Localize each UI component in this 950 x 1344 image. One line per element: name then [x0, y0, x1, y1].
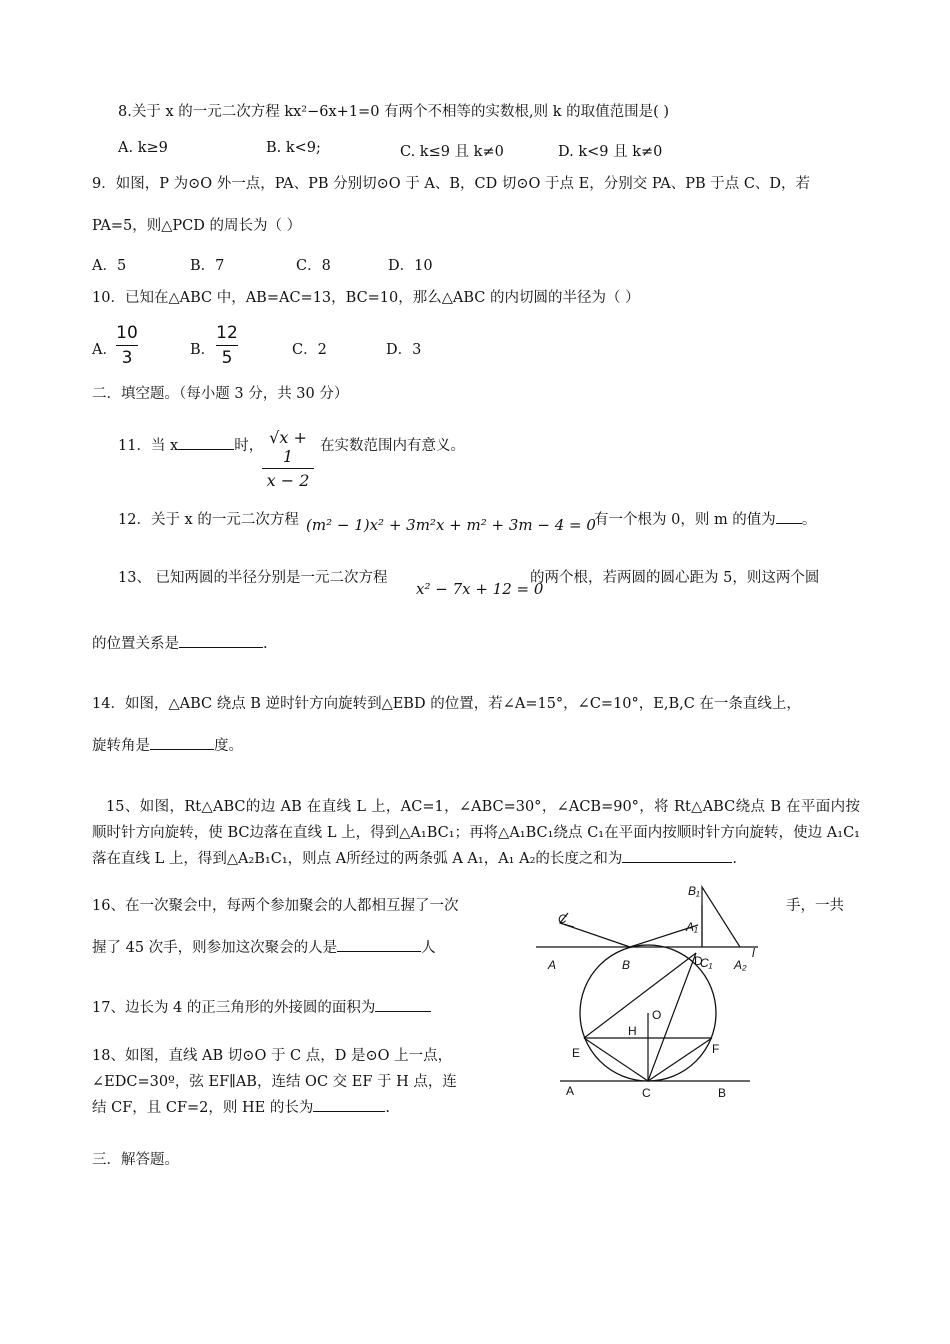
q9-option-a: A．5 [92, 258, 127, 274]
section-3-heading: 三．解答题。 [92, 1152, 179, 1168]
q9-option-c: C．8 [296, 258, 331, 274]
q13-end: . [263, 636, 268, 652]
q8-option-d: D. k<9 且 k≠0 [558, 144, 663, 160]
label-fig15-b1: B₁ [688, 884, 700, 898]
q15-text: 15、如图，Rt△ABC的边 AB 在直线 L 上，AC=1，∠ABC=30°，∠ACB=90°，将 Rt△ABC绕点 B 在平面内按顺时针方向旋转，使 BC边落在直线 L 上，得到△A₁BC₁；再将△A₁BC₁绕点 C₁在平面内按顺时针方向旋转，使边 A₁C₁落在直线 L 上，得到△A₂B₁C₁，则点 A所经过的两条弧 A A₁，A₁ A₂的长度之和为 [92, 799, 860, 867]
label-fig18-e: E [572, 1046, 581, 1060]
q10-option-b-numerator: 12 [216, 323, 238, 343]
q12-answer-blank[interactable] [776, 522, 802, 524]
label-fig15-a1: A₁ [686, 920, 698, 934]
q12-pre: 12．关于 x 的一元二次方程 [118, 512, 299, 528]
label-fig15-a2: A₂ [734, 958, 747, 972]
q14-stem: 14．如图，△ABC 绕点 B 逆时针方向旋转到△EBD 的位置，若∠A=15°，∠C=10°，E,B,C 在一条直线上， [92, 696, 801, 712]
q11-mid-text: 时， [234, 438, 264, 454]
q17-line [92, 1000, 431, 1017]
label-fig18-c: C [642, 1086, 651, 1100]
q9-option-d: D．10 [388, 258, 433, 274]
q14-end: 度。 [214, 738, 243, 754]
q10-option-a-denominator: 3 [121, 348, 133, 368]
q10-option-b-label: B． [190, 342, 216, 358]
section-2-heading: 二．填空题。（每小题 3 分，共 30 分） [92, 386, 349, 402]
q11-post: 在实数范围内有意义。 [320, 438, 465, 454]
q18-line2: ∠EDC=30º，弦 EF∥AB，连结 OC 交 EF 于 H 点，连 [92, 1074, 457, 1090]
q16-line1b: 手，一共 [786, 898, 844, 914]
q8-option-a: A. k≥9 [118, 140, 168, 156]
q10-option-b-fraction [216, 323, 238, 368]
label-fig18-h: H [628, 1024, 637, 1038]
q11-numerator: √x + 1 [269, 428, 307, 466]
q13-pre: 13、 已知两圆的半径分别是一元二次方程 [118, 570, 388, 586]
segment-cf [648, 1038, 712, 1081]
fraction-bar [116, 345, 138, 346]
q15-paragraph [92, 794, 860, 872]
label-fig15-b: B [622, 958, 631, 972]
q13-line2-text: 的位置关系是 [92, 636, 179, 652]
q10-stem: 10．已知在△ABC 中，AB=AC=13，BC=10，那么△ABC 的内切圆的半径为（ ） [92, 290, 640, 306]
q15-end: . [732, 851, 737, 867]
q18-answer-blank[interactable] [313, 1110, 385, 1112]
q11-answer-blank[interactable] [178, 448, 234, 450]
geometry-figure [520, 875, 770, 1105]
q16-line2-text: 握了 45 次手，则参加这次聚会的人是 [92, 940, 338, 956]
fraction-bar [216, 345, 238, 346]
q17-text: 17、边长为 4 的正三角形的外接圆的面积为 [92, 1000, 376, 1016]
q8-option-b: B. k<9; [266, 140, 321, 156]
q18-line3 [92, 1100, 390, 1117]
fraction-bar [262, 468, 314, 469]
q10-option-a-fraction [116, 323, 138, 368]
triangle-a2b1c1 [702, 887, 740, 947]
q13-equation: x² − 7x + 12 = 0 [416, 580, 544, 598]
label-fig18-a: A [566, 1084, 575, 1098]
q9-option-b: B．7 [190, 258, 225, 274]
q13-post: 的两个根，若两圆的圆心距为 5，则这两个圆 [530, 570, 820, 586]
q10-option-a-label: A． [92, 342, 117, 358]
q13-answer-blank[interactable] [179, 646, 263, 648]
q10-option-d: D．3 [386, 342, 422, 358]
q9-stem: 9．如图，P 为⊙O 外一点，PA、PB 分别切⊙O 于 A、B，CD 切⊙O 于点 E，分别交 PA、PB 于点 C、D，若 [92, 176, 811, 192]
label-fig18-d: D [694, 954, 703, 968]
q10-option-c: C．2 [292, 342, 327, 358]
q13-line2 [92, 636, 268, 653]
label-fig18-b: B [718, 1086, 727, 1100]
q11-pre [118, 438, 263, 455]
label-fig15-a: A [548, 958, 557, 972]
segment-ed [584, 953, 696, 1038]
label-fig15-c1: C₁ [700, 956, 713, 970]
q11-pre-text: 11．当 x [118, 438, 179, 454]
q18-line1: 18、如图，直线 AB 切⊙O 于 C 点，D 是⊙O 上一点， [92, 1048, 453, 1064]
q14-line2-text: 旋转角是 [92, 738, 150, 754]
label-fig18-f: F [712, 1042, 720, 1056]
q10-option-a-numerator: 10 [116, 323, 138, 343]
q10-option-b-denominator: 5 [221, 348, 233, 368]
q15-answer-blank[interactable] [622, 861, 732, 863]
q17-answer-blank[interactable] [375, 1010, 431, 1012]
q14-answer-blank[interactable] [150, 748, 214, 750]
q9-stem-line2: PA=5，则△PCD 的周长为（ ） [92, 218, 302, 234]
q12-post-text: 有一个根为 0，则 m 的值为 [594, 512, 776, 528]
q16-line1a: 16、在一次聚会中，每两个参加聚会的人都相互握了一次 [92, 898, 459, 914]
q16-line2 [92, 940, 436, 957]
q11-denominator: x − 2 [266, 471, 310, 490]
q18-end: . [385, 1100, 390, 1116]
label-fig15-l: l [752, 946, 755, 960]
triangle-abc [560, 913, 630, 947]
q14-line2 [92, 738, 243, 755]
q8-stem: 8.关于 x 的一元二次方程 kx²−6x+1=0 有两个不相等的实数根,则 k 的取值范围是( ) [118, 104, 670, 120]
label-fig15-c: C [558, 912, 567, 926]
q16-line2-end: 人 [421, 940, 436, 956]
q11-fraction [262, 428, 314, 490]
segment-ec [584, 1038, 648, 1081]
q12-end: 。 [801, 512, 817, 528]
q12-equation: (m² − 1)x² + 3m²x + m² + 3m − 4 = 0 [306, 516, 596, 534]
label-fig18-o: O [652, 1008, 662, 1022]
q16-answer-blank[interactable] [337, 950, 421, 952]
q8-option-c: C. k≤9 且 k≠0 [400, 144, 504, 160]
q12-post-line [594, 512, 816, 529]
q18-line3-text: 结 CF，且 CF=2，则 HE 的长为 [92, 1100, 314, 1116]
